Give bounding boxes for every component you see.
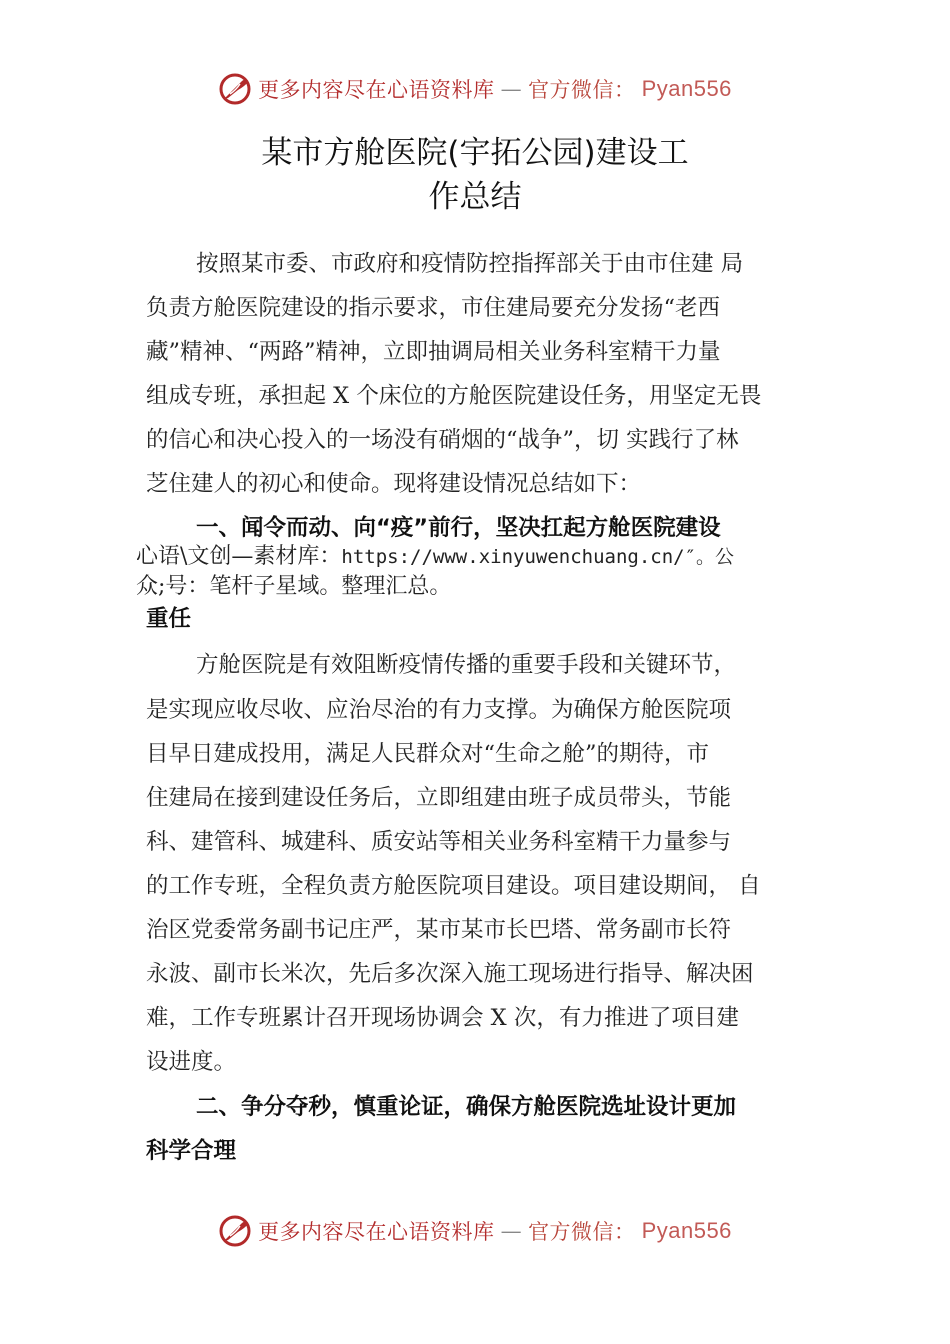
section1-line: 的工作专班，全程负责方舱医院项目建设。项目建设期间， 自 <box>146 873 761 899</box>
intro-line: 组成专班，承担起 X 个床位的方舱医院建设任务，用坚定无畏 <box>146 383 762 409</box>
watermark-dash: — <box>500 1219 523 1243</box>
section2-heading: 二、争分夺秒，慎重论证，确保方舱医院选址设计更加 <box>196 1094 737 1120</box>
watermark-wechat-id: Pyan556 <box>641 1218 732 1243</box>
header-watermark <box>0 72 950 106</box>
ad-line-1 <box>136 542 734 572</box>
section1-line: 难，工作专班累计召开现场协调会 X 次，有力推进了项目建 <box>146 1005 739 1031</box>
footer-watermark <box>0 1214 950 1248</box>
watermark-wechat-label: 官方微信： <box>528 78 636 102</box>
document-title-line2: 作总结 <box>428 179 522 215</box>
section1-line: 设进度。 <box>146 1049 237 1075</box>
section1-line: 永波、副市长米次，先后多次深入施工现场进行指导、解决困 <box>146 961 754 987</box>
quill-seal-icon <box>218 1214 252 1248</box>
watermark-main-text: 更多内容尽在心语资料库 <box>258 1220 495 1244</box>
section1-line: 住建局在接到建设任务后，立即组建由班子成员带头，节能 <box>146 785 732 811</box>
watermark-dash: — <box>500 77 523 101</box>
document-title-line1: 某市方舱医院(宇拓公园)建设工 <box>261 135 689 171</box>
intro-line: 负责方舱医院建设的指示要求，市住建局要充分发扬“老西 <box>146 295 721 321</box>
ad-line-2: 众;号：笔杆子星域。整理汇总。 <box>136 574 452 599</box>
section1-line: 方舱医院是有效阻断疫情传播的重要手段和关键环节， <box>196 652 737 678</box>
section1-line: 目早日建成投用，满足人民群众对“生命之舱”的期待，市 <box>146 741 710 767</box>
section2-heading-continued: 科学合理 <box>146 1138 237 1164</box>
quill-seal-icon <box>218 72 252 106</box>
watermark-main-text: 更多内容尽在心语资料库 <box>258 78 495 102</box>
ad-url: https://www.xinyuwenchuang.cn/″。公 <box>341 546 735 568</box>
watermark-wechat-label: 官方微信： <box>528 1220 636 1244</box>
section1-heading-continued: 重任 <box>146 606 192 632</box>
section1-heading: 一、闻令而动、向“疫”前行，坚决扛起方舱医院建设 <box>196 515 721 541</box>
ad-prefix: 心语\文创—素材库： <box>136 544 342 569</box>
watermark-wechat-id: Pyan556 <box>641 76 732 101</box>
section1-line: 是实现应收尽收、应治尽治的有力支撑。为确保方舱医院项 <box>146 697 732 723</box>
section1-line: 科、建管科、城建科、质安站等相关业务科室精干力量参与 <box>146 829 732 855</box>
intro-line: 芝住建人的初心和使命。现将建设情况总结如下： <box>146 471 642 497</box>
intro-line: 按照某市委、市政府和疫情防控指挥部关于由市住建 局 <box>196 251 744 277</box>
intro-line: 的信心和决心投入的一场没有硝烟的“战争”，切 实践行了林 <box>146 427 739 453</box>
intro-line: 藏”精神、“两路”精神，立即抽调局相关业务科室精干力量 <box>146 339 721 365</box>
section1-line: 治区党委常务副书记庄严，某市某市长巴塔、常务副市长符 <box>146 917 732 943</box>
